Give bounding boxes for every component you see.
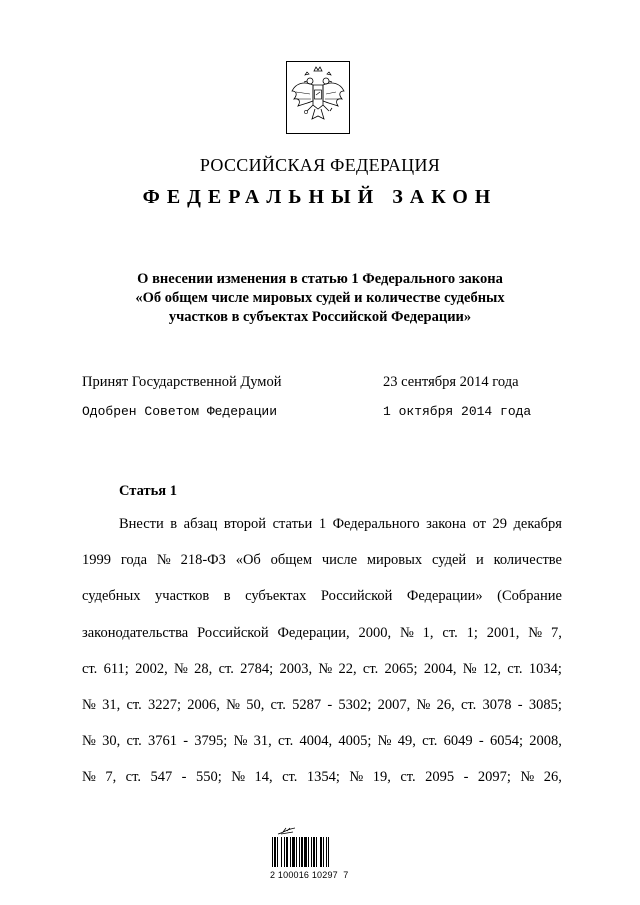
law-title-line: участков в субъектах Российской Федерации» xyxy=(168,309,472,325)
state-emblem-icon xyxy=(286,61,350,134)
country-name: РОССИЙСКАЯ ФЕДЕРАЦИЯ xyxy=(199,155,441,175)
article-body-line: 1999 года № 218-ФЗ «Об общем числе мировых судей и количестве xyxy=(82,552,562,569)
duma-adoption-label: Принят Государственной Думой xyxy=(82,374,282,390)
barcode-number: 2 100016 10297 7 xyxy=(270,870,349,880)
law-title-line: О внесении изменения в статью 1 Федерального закона xyxy=(137,271,503,287)
law-title-line: «Об общем числе мировых судей и количестве судебных xyxy=(135,290,505,306)
duma-adoption-date: 23 сентября 2014 года xyxy=(383,374,519,390)
article-body-line: ст. 611; 2002, № 28, ст. 2784; 2003, № 22, ст. 2065; 2004, № 12, ст. 1034; xyxy=(82,660,562,677)
law-title xyxy=(110,270,530,327)
article-body-line: Внести в абзац второй статьи 1 Федерального закона от 29 декабря xyxy=(119,516,562,532)
document-type-title: ФЕДЕРАЛЬНЫЙ ЗАКОН xyxy=(142,186,498,208)
article-body-line: № 7, ст. 547 - 550; № 14, ст. 1354; № 19, ст. 2095 - 2097; № 26, xyxy=(82,769,562,786)
article-body-line: законодательства Российской Федерации, 2000, № 1, ст. 1; 2001, № 7, xyxy=(82,624,562,641)
article-body-line: № 30, ст. 3761 - 3795; № 31, ст. 4004, 4005; № 49, ст. 6049 - 6054; 2008, xyxy=(82,733,562,750)
article-heading: Статья 1 xyxy=(119,483,177,499)
barcode xyxy=(272,837,360,867)
council-approval-date: 1 октября 2014 года xyxy=(383,404,532,419)
article-body-line: № 31, ст. 3227; 2006, № 50, ст. 5287 - 5302; 2007, № 26, ст. 3078 - 3085; xyxy=(82,697,562,713)
feather-mark-icon xyxy=(277,826,297,836)
council-approval-label: Одобрен Советом Федерации xyxy=(82,404,278,419)
article-body-line: судебных участков в субъектах Российской Федерации» (Собрание xyxy=(82,588,562,605)
document-footer xyxy=(270,826,370,886)
